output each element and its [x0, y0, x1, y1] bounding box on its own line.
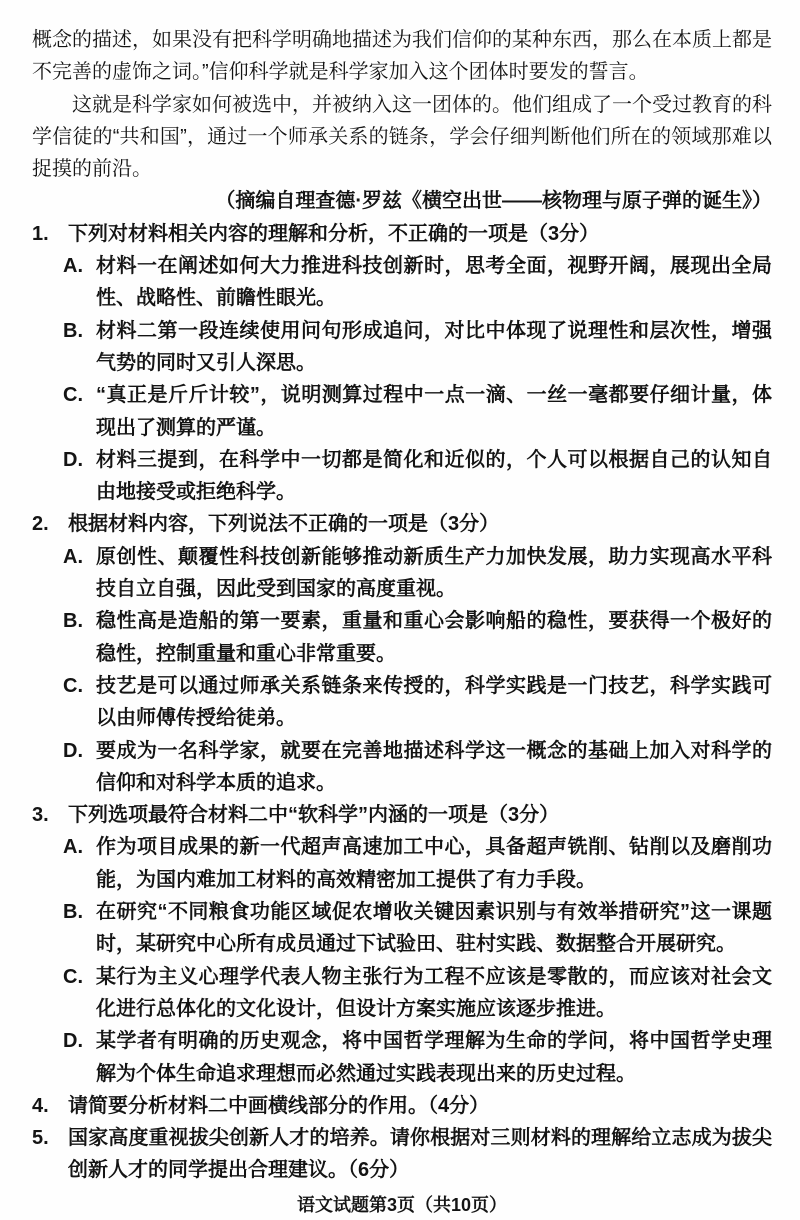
question-2 [32, 508, 772, 799]
option-text: 原创性、颠覆性科技创新能够推动新质生产力加快发展，助力实现高水平科技自立自强，因此受到国家的高度重视。 [96, 545, 772, 601]
option-text: 材料二第一段连续使用问句形成追问，对比中体现了说理性和层次性，增强气势的同时又引人深思。 [96, 319, 772, 374]
question-3-option-c [32, 961, 772, 1026]
question-number: 3. [32, 804, 49, 827]
question-5-head [32, 1122, 772, 1187]
option-label: D. [63, 1030, 83, 1053]
question-stem: 请简要分析材料二中画横线部分的作用。（4分） [68, 1094, 490, 1117]
question-stem: 下列选项最符合材料二中“软科学”内涵的一项是（3分） [68, 804, 560, 827]
question-4-head [32, 1090, 772, 1122]
source-attribution: （摘编自理查德·罗兹《横空出世——核物理与原子弹的诞生》） [215, 190, 772, 213]
option-label: C. [63, 384, 83, 407]
question-number: 5. [32, 1127, 49, 1150]
option-text: 某学者有明确的历史观念，将中国哲学理解为生命的学问，将中国哲学史理解为个体生命追求理想而必然通过实践表现出来的历史过程。 [96, 1030, 772, 1085]
page-footer: 语文试题第3页（共10页） [296, 1194, 508, 1215]
question-3-option-b [32, 896, 772, 961]
material-paragraph-continuation: 概念的描述，如果没有把科学明确地描述为我们信仰的某种东西，那么在本质上都是不完善的虚饰之词。”信仰科学就是科学家加入这个团体时要发的誓言。 [32, 29, 772, 84]
question-2-option-a [32, 541, 772, 606]
option-label: B. [63, 901, 83, 924]
question-number: 2. [32, 513, 49, 536]
option-label: C. [63, 674, 83, 697]
option-label: B. [63, 319, 83, 342]
question-3-head [32, 799, 772, 831]
option-text: 要成为一名科学家，就要在完善地描述科学这一概念的基础上加入对科学的信仰和对科学本质的追求。 [96, 739, 772, 794]
question-1-option-d [32, 444, 772, 509]
question-number: 4. [32, 1094, 49, 1117]
question-1-option-b [32, 315, 772, 380]
option-label: A. [63, 545, 83, 568]
question-4 [32, 1090, 772, 1122]
option-text: 某行为主义心理学代表人物主张行为工程不应该是零散的，而应该对社会文化进行总体化的文化设计，但设计方案实施应该逐步推进。 [96, 965, 772, 1020]
question-1 [32, 218, 772, 509]
question-3-option-d [32, 1025, 772, 1090]
question-stem: 国家高度重视拔尖创新人才的培养。请你根据对三则材料的理解给立志成为拔尖创新人才的同学提出合理建议。（6分） [68, 1127, 772, 1182]
option-text: 材料一在阐述如何大力推进科技创新时，思考全面，视野开阔，展现出全局性、战略性、前瞻性眼光。 [96, 255, 772, 310]
option-text: 稳性高是造船的第一要素，重量和重心会影响船的稳性，要获得一个极好的稳性，控制重量和重心非常重要。 [96, 610, 772, 665]
question-2-option-b [32, 605, 772, 670]
option-text: 技艺是可以通过师承关系链条来传授的，科学实践是一门技艺，科学实践可以由师傅传授给徒弟。 [96, 674, 772, 730]
option-text: “真正是斤斤计较”，说明测算过程中一点一滴、一丝一毫都要仔细计量，体现出了测算的严谨。 [96, 384, 772, 439]
option-text: 作为项目成果的新一代超声高速加工中心，具备超声铣削、钻削以及磨削功能，为国内难加工材料的高效精密加工提供了有力手段。 [96, 836, 772, 891]
option-text: 在研究“不同粮食功能区域促农增收关键因素识别与有效举措研究”这一课题时，某研究中心所有成员通过下试验田、驻村实践、数据整合开展研究。 [96, 901, 772, 956]
option-label: D. [63, 448, 83, 471]
question-2-option-c [32, 670, 772, 735]
question-1-option-a [32, 250, 772, 315]
question-1-head [32, 218, 772, 250]
question-1-option-c [32, 379, 772, 444]
question-2-head [32, 508, 772, 540]
option-label: C. [63, 965, 83, 988]
question-2-option-d [32, 735, 772, 800]
option-text: 材料三提到，在科学中一切都是简化和近似的，个人可以根据自己的认知自由地接受或拒绝科学。 [96, 448, 772, 504]
question-stem: 根据材料内容，下列说法不正确的一项是（3分） [68, 513, 500, 536]
question-5 [32, 1122, 772, 1187]
option-label: D. [63, 739, 83, 762]
option-label: B. [63, 610, 83, 633]
question-3-option-a [32, 831, 772, 896]
question-number: 1. [32, 222, 49, 245]
material-paragraph-2: 这就是科学家如何被选中，并被纳入这一团体的。他们组成了一个受过教育的科学信徒的“共和国”，通过一个师承关系的链条，学会仔细判断他们所在的领域那难以捉摸的前沿。 [32, 93, 772, 181]
option-label: A. [63, 836, 83, 859]
question-stem: 下列对材料相关内容的理解和分析，不正确的一项是（3分） [68, 222, 600, 245]
question-3 [32, 799, 772, 1090]
option-label: A. [63, 255, 83, 278]
